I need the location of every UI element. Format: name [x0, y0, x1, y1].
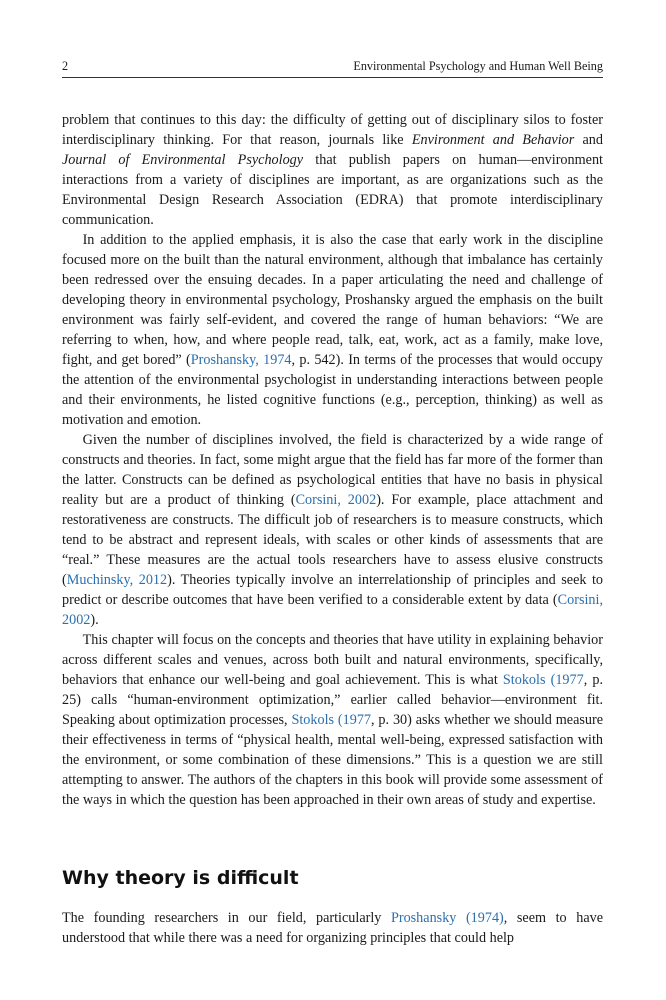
paragraph-5 [62, 908, 603, 948]
citation-link[interactable]: Proshansky, 1974 [190, 352, 292, 368]
body-text [62, 110, 603, 948]
book-page [62, 58, 603, 948]
page-number: 2 [62, 59, 69, 73]
text-run: ). For example, place attachment and restorativeness are constructs. The difficult job of researchers is to measure constructs, which tend to be abstract and represent ideals, with scales or other kinds of assessments that are “real.” These measures are the actual tools researchers have to assess elusive constructs ( [62, 492, 603, 588]
text-run: This chapter will focus on the concepts and theories that have utility in explaining behavior across different scales and venues, across both built and natural environments, specifically, behaviors that enhance our well-being and goal achievement. This is what [62, 632, 603, 688]
section-heading: Why theory is difficult [62, 867, 299, 889]
text-run: , p. 542). In terms of the processes that would occupy the attention of the environmental psychologist in understanding interactions between people and their environments, he listed cognitive functions (e.g., perception, thinking) as well as motivation and emotion. [62, 352, 604, 428]
text-run: Given the number of disciplines involved, the field is characterized by a wide range of constructs and theories. In fact, some might argue that the field has far more of the former than the latter. Constructs can be defined as psychological entities that have no basis in physical reality but are a product of thinking ( [62, 432, 603, 508]
text-run: and [574, 132, 603, 148]
citation-link[interactable]: Stokols (1977 [502, 672, 584, 688]
citation-link[interactable]: Corsini, 2002 [295, 492, 377, 508]
paragraph-4 [62, 630, 603, 810]
citation-link[interactable]: Proshansky (1974) [390, 910, 504, 926]
text-run: ). [90, 612, 99, 628]
text-run: , p. 25) calls “human-environment optimization,” earlier called behavior—environment fit. Speaking about optimization processes, [62, 672, 604, 728]
book-title: Environmental Psychology and Human Well Being [353, 59, 603, 73]
text-run: , p. 30) asks whether we should measure their effectiveness in terms of “physical health, mental well-being, expressed satisfaction with the environment, or some combination of these dimensions.” This is a question we are still attempting to answer. The authors of the chapters in this book will provide some assessment of the ways in which the question has been approached in their own areas of study and expertise. [62, 712, 604, 808]
citation-link[interactable]: Corsini, 2002 [62, 592, 603, 628]
paragraph-2 [62, 230, 603, 430]
text-run: The founding researchers in our field, particularly [62, 910, 391, 926]
paragraph-1 [62, 110, 603, 230]
text-run: In addition to the applied emphasis, it is also the case that early work in the discipline focused more on the built than the natural environment, although that imbalance has certainly been redressed over the ensuing decades. In a paper articulating the need and challenge of developing theory in environmental psychology, Proshansky argued the emphasis on the built environment was fairly self-evident, and covered the range of human behaviors: “We are referring to when, how, and where people read, talk, eat, work, act as a family, make love, fight, and get bored” ( [62, 232, 603, 368]
text-run: problem that continues to this day: the difficulty of getting out of disciplinary silos to foster interdisciplinary thinking. For that reason, journals like [62, 112, 603, 148]
text-run: that publish papers on human—environment interactions from a variety of disciplines are important, as are organizations such as the Environmental Design Research Association (EDRA) that promote interdisciplinary communication. [62, 152, 603, 228]
citation-link[interactable]: Muchinsky, 2012 [66, 572, 168, 588]
running-head [62, 58, 603, 78]
text-run: , seem to have understood that while there was a need for organizing principles that could help [62, 910, 604, 946]
text-run: ). Theories typically involve an interrelationship of principles and seek to predict or describe outcomes that have been verified to a considerable extent by data ( [62, 572, 604, 608]
paragraph-3 [62, 430, 603, 630]
citation-link[interactable]: Stokols (1977 [291, 712, 372, 728]
journal-title-italic: Journal of Environmental Psychology [62, 152, 304, 168]
journal-title-italic: Environment and Behavior [411, 132, 575, 148]
